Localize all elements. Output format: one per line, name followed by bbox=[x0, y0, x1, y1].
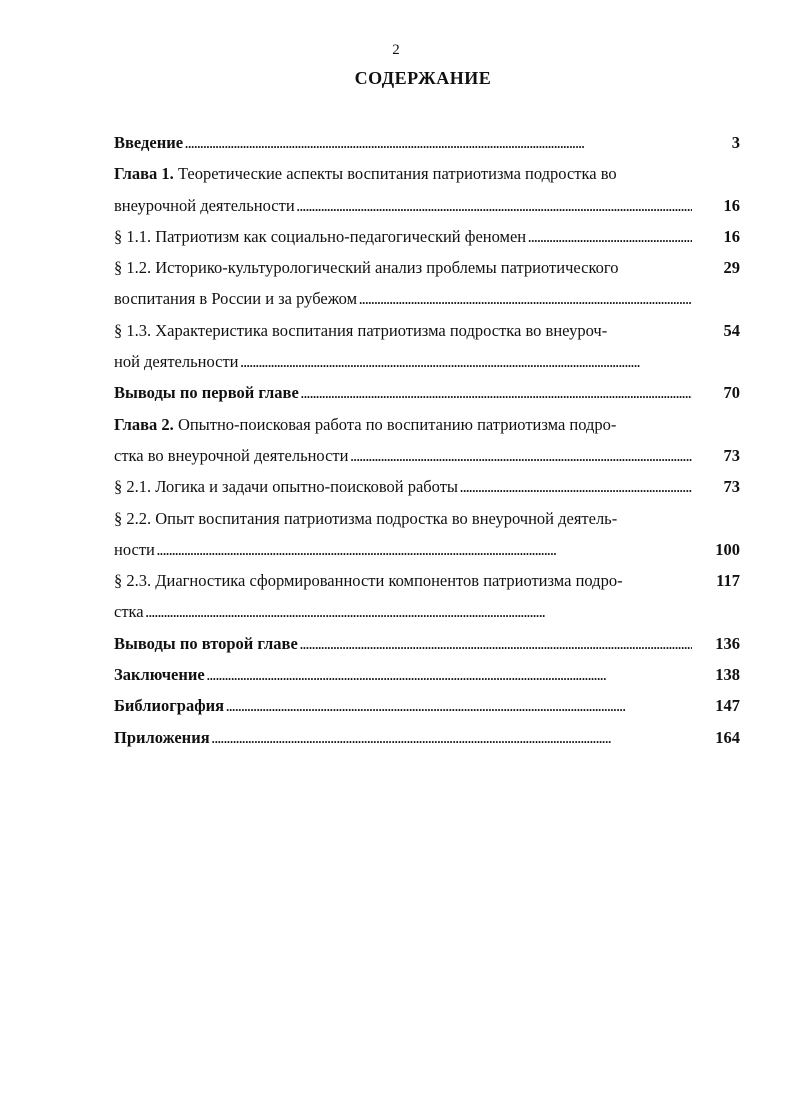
toc-page-number: 3 bbox=[731, 133, 740, 152]
toc-entry-label: Глава 1. bbox=[114, 164, 174, 184]
toc-entry-section-1-3[interactable] bbox=[114, 315, 740, 346]
toc-page-number: 136 bbox=[715, 633, 740, 653]
toc-entry-text: Опытно-поисковая работа по воспитанию патриотизма подро- bbox=[173, 414, 617, 434]
toc-entry-text: стка во внеурочной деятельности bbox=[114, 445, 349, 465]
toc-entry-label: Глава 2. bbox=[114, 414, 174, 434]
toc-entry-conclusion[interactable] bbox=[114, 659, 740, 690]
toc-entry-label: Выводы по первой главе bbox=[114, 383, 299, 403]
page-number: 2 bbox=[392, 42, 400, 58]
toc-entry-label: § 2.3. bbox=[114, 571, 152, 591]
toc-entry-text: Патриотизм как социально-педагогический феномен bbox=[151, 226, 527, 246]
toc-entry-section-1-2-cont[interactable] bbox=[114, 283, 740, 314]
toc-entry-section-2-2-cont[interactable] bbox=[114, 534, 740, 565]
toc-entry-label: § 2.2. bbox=[114, 508, 152, 528]
toc-page-number: 73 bbox=[723, 477, 740, 497]
toc-entry-text: Диагностика сформированности компонентов патриотизма подро- bbox=[151, 571, 623, 591]
toc-entry-conclusions-1[interactable] bbox=[114, 377, 740, 408]
table-of-contents bbox=[114, 127, 740, 753]
toc-entry-introduction[interactable] bbox=[114, 127, 740, 158]
toc-entry-chapter-1-cont[interactable] bbox=[114, 190, 740, 221]
toc-entry-section-2-1[interactable] bbox=[114, 471, 740, 502]
toc-entry-text: внеурочной деятельности bbox=[114, 195, 295, 215]
toc-page-number: 16 bbox=[723, 195, 740, 215]
toc-entry-text: стка bbox=[114, 602, 144, 622]
toc-entry-text: Логика и задачи опытно-поисковой работы bbox=[151, 477, 458, 497]
toc-entry-text: Теоретические аспекты воспитания патриотизма подростка во bbox=[173, 164, 617, 184]
toc-entry-section-2-3[interactable] bbox=[114, 565, 740, 596]
toc-page-number: 70 bbox=[723, 383, 740, 403]
toc-entry-label: § 1.2. bbox=[114, 258, 152, 278]
toc-entry-text: ной деятельности bbox=[114, 352, 239, 372]
toc-page-number: 164 bbox=[715, 727, 740, 747]
page-title: СОДЕРЖАНИЕ bbox=[354, 68, 492, 88]
toc-page-number: 138 bbox=[715, 665, 740, 685]
toc-page-number: 73 bbox=[723, 445, 740, 465]
toc-page-number: 54 bbox=[723, 320, 740, 340]
toc-entry-chapter-2-cont[interactable] bbox=[114, 440, 740, 471]
toc-entry-appendix[interactable] bbox=[114, 722, 740, 753]
toc-entry-label: Приложения bbox=[114, 727, 210, 747]
toc-page-number: 117 bbox=[716, 571, 740, 591]
toc-entry-label: Заключение bbox=[114, 665, 205, 685]
toc-entry-label: § 2.1. bbox=[114, 477, 152, 497]
toc-entry-bibliography[interactable] bbox=[114, 690, 740, 721]
toc-page-number: 147 bbox=[715, 696, 740, 716]
toc-entry-conclusions-2[interactable] bbox=[114, 628, 740, 659]
toc-page-number: 29 bbox=[723, 258, 740, 278]
toc-entry-section-2-2[interactable] bbox=[114, 503, 740, 534]
toc-entry-label: § 1.3. bbox=[114, 320, 152, 340]
toc-entry-section-1-3-cont[interactable] bbox=[114, 346, 740, 377]
toc-entry-section-2-3-cont[interactable] bbox=[114, 596, 740, 627]
toc-entry-chapter-1[interactable] bbox=[114, 158, 740, 189]
toc-page-number: 16 bbox=[723, 226, 740, 246]
toc-entry-chapter-2[interactable] bbox=[114, 409, 740, 440]
toc-entry-text: ности bbox=[114, 539, 155, 559]
toc-entry-section-1-2[interactable] bbox=[114, 252, 740, 283]
toc-entry-text: Опыт воспитания патриотизма подростка во внеурочной деятель- bbox=[151, 508, 618, 528]
toc-entry-label: Выводы по второй главе bbox=[114, 633, 298, 653]
toc-entry-label: § 1.1. bbox=[114, 226, 152, 246]
toc-entry-section-1-1[interactable] bbox=[114, 221, 740, 252]
toc-entry-text: Характеристика воспитания патриотизма подростка во внеуроч- bbox=[151, 320, 608, 340]
toc-entry-text: Историко-культурологический анализ проблемы патриотического bbox=[151, 258, 619, 278]
toc-page-number: 100 bbox=[715, 539, 740, 559]
toc-entry-label: Введение bbox=[114, 133, 184, 152]
toc-entry-text: воспитания в России и за рубежом bbox=[114, 289, 358, 309]
toc-entry-label: Библиография bbox=[114, 696, 225, 716]
